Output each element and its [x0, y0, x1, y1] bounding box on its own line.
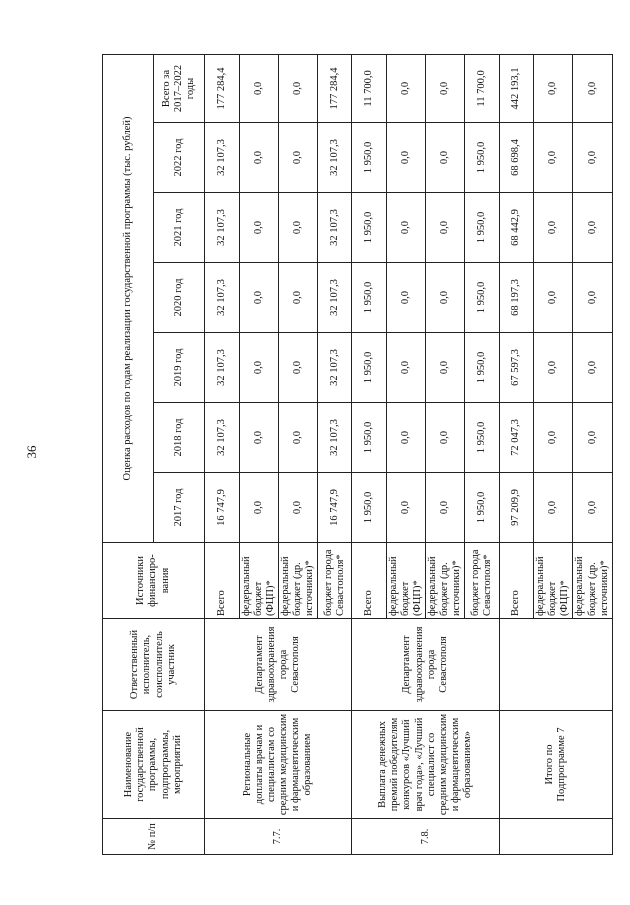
amount-cell: 1 950,0 — [465, 473, 500, 543]
amount-cell: 68 698,4 — [499, 123, 534, 193]
amount-cell: 0,0 — [534, 403, 573, 473]
header-year: 2022 год — [154, 123, 205, 193]
amount-cell: 1 950,0 — [352, 193, 387, 263]
amount-cell: 32 107,3 — [317, 263, 352, 333]
amount-cell: 0,0 — [239, 403, 278, 473]
amount-cell: 11 700,0 — [352, 54, 387, 122]
amount-cell: 32 107,3 — [205, 333, 240, 403]
amount-cell: 177 284,4 — [205, 54, 240, 122]
amount-cell: 0,0 — [239, 333, 278, 403]
funding-source: федеральный бюджет (др. источники)* — [426, 543, 465, 619]
amount-cell: 32 107,3 — [205, 193, 240, 263]
rotated-table-container — [102, 55, 630, 855]
amount-cell: 0,0 — [573, 263, 612, 333]
amount-cell: 0,0 — [426, 473, 465, 543]
amount-cell: 0,0 — [278, 333, 317, 403]
amount-cell: 0,0 — [426, 333, 465, 403]
amount-cell: 0,0 — [278, 403, 317, 473]
amount-cell: 16 747,9 — [205, 473, 240, 543]
responsible-executor: Департамент здравоохранения города Севастополя — [205, 619, 352, 711]
amount-cell: 0,0 — [534, 263, 573, 333]
amount-cell: 1 950,0 — [465, 193, 500, 263]
amount-cell: 0,0 — [386, 54, 425, 122]
amount-cell: 1 950,0 — [352, 333, 387, 403]
amount-cell: 1 950,0 — [465, 333, 500, 403]
amount-cell: 0,0 — [239, 193, 278, 263]
amount-cell: 32 107,3 — [205, 403, 240, 473]
responsible-executor — [499, 619, 612, 711]
funding-source: бюджет города Севастополя* — [317, 543, 352, 619]
amount-cell: 32 107,3 — [205, 123, 240, 193]
amount-cell: 32 107,3 — [317, 193, 352, 263]
amount-cell: 0,0 — [426, 123, 465, 193]
amount-cell: 0,0 — [534, 54, 573, 122]
funding-source: федеральный бюджет (др. источники)* — [278, 543, 317, 619]
amount-cell: 0,0 — [573, 403, 612, 473]
header-source: Источники финансиро-вания — [103, 543, 205, 619]
amount-cell: 68 442,9 — [499, 193, 534, 263]
amount-cell: 0,0 — [534, 473, 573, 543]
header-num: № п/п — [103, 819, 205, 855]
amount-cell: 16 747,9 — [317, 473, 352, 543]
page-number: 36 — [24, 445, 39, 459]
expense-table — [102, 54, 613, 855]
funding-source: бюджет города Севастополя* — [465, 543, 500, 619]
amount-cell: 32 107,3 — [205, 263, 240, 333]
amount-cell: 1 950,0 — [465, 123, 500, 193]
amount-cell: 67 597,3 — [499, 333, 534, 403]
amount-cell: 0,0 — [386, 333, 425, 403]
header-year: 2017 год — [154, 473, 205, 543]
amount-cell: 0,0 — [534, 123, 573, 193]
responsible-executor: Департамент здравоохранения города Севастополя — [352, 619, 499, 711]
amount-cell: 0,0 — [426, 403, 465, 473]
amount-cell: 0,0 — [573, 473, 612, 543]
amount-cell: 0,0 — [386, 263, 425, 333]
amount-cell: 0,0 — [239, 54, 278, 122]
amount-cell: 1 950,0 — [352, 263, 387, 333]
amount-cell: 0,0 — [534, 193, 573, 263]
amount-cell: 0,0 — [386, 473, 425, 543]
amount-cell: 1 950,0 — [352, 473, 387, 543]
funding-source: Всего — [499, 543, 534, 619]
amount-cell: 32 107,3 — [317, 403, 352, 473]
amount-cell: 0,0 — [239, 473, 278, 543]
amount-cell: 0,0 — [278, 263, 317, 333]
header-year: Всего за 2017–2022 годы — [154, 54, 205, 122]
amount-cell: 0,0 — [573, 333, 612, 403]
amount-cell: 0,0 — [426, 54, 465, 122]
amount-cell: 0,0 — [239, 123, 278, 193]
amount-cell: 0,0 — [386, 123, 425, 193]
header-responsible: Ответственный исполнитель, соисполнитель участник — [103, 619, 205, 711]
amount-cell: 11 700,0 — [465, 54, 500, 122]
amount-cell: 0,0 — [426, 263, 465, 333]
table-row — [205, 54, 240, 854]
amount-cell: 0,0 — [386, 403, 425, 473]
table-row — [352, 54, 387, 854]
header-year: 2019 год — [154, 333, 205, 403]
amount-cell: 1 950,0 — [465, 403, 500, 473]
amount-cell: 97 209,9 — [499, 473, 534, 543]
funding-source: федеральный бюджет (др. источники)* — [573, 543, 612, 619]
funding-source: федеральный бюджет (ФЦП)* — [534, 543, 573, 619]
amount-cell: 1 950,0 — [352, 403, 387, 473]
amount-cell: 0,0 — [239, 263, 278, 333]
activity-name: Региональные доплаты врачам и специалистам со средним медицинским и фармацевтическим образованием — [205, 711, 352, 819]
activity-name: Выплата денежных премий победителям конкурсов «Лучший врач года», «Лучший специалист со средним медицинским и фармацевтическим образованием» — [352, 711, 499, 819]
header-year: 2018 год — [154, 403, 205, 473]
table-row — [499, 54, 534, 854]
activity-name: Итого по Подпрограмме 7 — [499, 711, 612, 819]
amount-cell: 0,0 — [278, 123, 317, 193]
table-body — [205, 54, 613, 854]
amount-cell: 177 284,4 — [317, 54, 352, 122]
row-num: 7.7. — [205, 819, 352, 855]
header-year: 2021 год — [154, 193, 205, 263]
row-num: 7.8. — [352, 819, 499, 855]
funding-source: федеральный бюджет (ФЦП)* — [386, 543, 425, 619]
amount-cell: 0,0 — [534, 333, 573, 403]
amount-cell: 442 193,1 — [499, 54, 534, 122]
amount-cell: 68 197,3 — [499, 263, 534, 333]
amount-cell: 0,0 — [278, 473, 317, 543]
funding-source: Всего — [352, 543, 387, 619]
header-name: Наименование государственной программы, подпрограммы, мероприятий — [103, 711, 205, 819]
amount-cell: 0,0 — [386, 193, 425, 263]
funding-source: федеральный бюджет (ФЦП)* — [239, 543, 278, 619]
amount-cell: 72 047,3 — [499, 403, 534, 473]
amount-cell: 0,0 — [278, 193, 317, 263]
amount-cell: 0,0 — [573, 193, 612, 263]
funding-source: Всего — [205, 543, 240, 619]
amount-cell: 32 107,3 — [317, 123, 352, 193]
amount-cell: 0,0 — [426, 193, 465, 263]
amount-cell: 0,0 — [278, 54, 317, 122]
amount-cell: 1 950,0 — [465, 263, 500, 333]
amount-cell: 1 950,0 — [352, 123, 387, 193]
amount-cell: 32 107,3 — [317, 333, 352, 403]
amount-cell: 0,0 — [573, 54, 612, 122]
amount-cell: 0,0 — [573, 123, 612, 193]
header-year: 2020 год — [154, 263, 205, 333]
row-num — [499, 819, 612, 855]
header-estimate: Оценка расходов по годам реализации государственной программы (тыс. рублей) — [103, 54, 154, 542]
